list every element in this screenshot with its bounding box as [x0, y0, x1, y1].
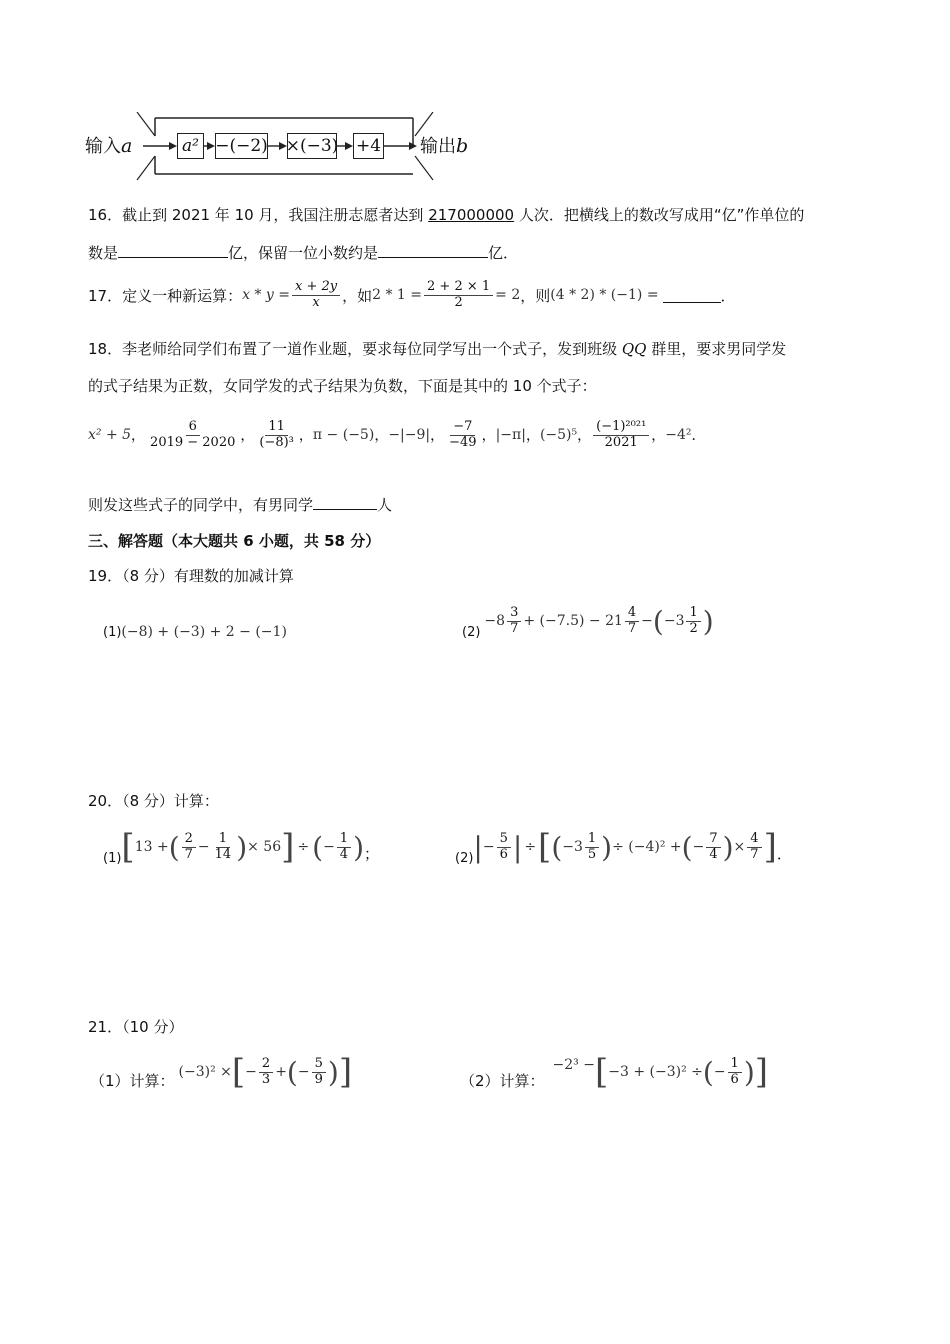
q17-ask: (4 * 2) * (−1) =	[550, 287, 659, 303]
q18-qq: QQ	[621, 340, 647, 358]
q17-ex-lhs: 2 * 1 =	[372, 287, 423, 303]
q18-expr-6: $\frac{-7}{-49}$	[449, 418, 477, 450]
q18-expr-8: (−5)⁵	[539, 427, 578, 443]
q16-text-a: 16．截止到 2021 年 10 月，我国注册志愿者达到	[88, 206, 429, 224]
q18-expr-10: −4²	[665, 427, 692, 443]
section-3-heading: 三、解答题（本大题共 6 小题，共 58 分）	[88, 532, 381, 550]
flowchart-box-square: a²	[177, 133, 204, 159]
q19-part-2: (2) −8 $\frac{3}{7}$ + (−7.5) − 21 $\frac{4}{7}$ − ( −3 $\frac{1}{2}$ )	[462, 604, 714, 640]
q19-title: 19．（8 分）有理数的加减计算	[88, 567, 294, 585]
q16-text-d: 亿，保留一位小数约是	[228, 244, 379, 262]
q19-part-1-label: (1)	[103, 624, 122, 640]
q20-part-2: (2) | − $\frac{5}{6}$ | ÷ [ ( −3 $\frac{1}{5}$ ) ÷ (−4)² + ( − $\frac{7}{4}$ ) × $\frac{4}{7}$ ] ．	[455, 827, 792, 867]
q18-answer-blank[interactable]	[313, 508, 377, 510]
flowchart-output-var: b	[456, 135, 469, 157]
q18-expr-7: |−π|	[495, 427, 526, 443]
q19-part-1-expr: (−8) + (−3) + 2 − (−1)	[121, 624, 287, 640]
q18-text-d: 则发这些式子的同学中，有男同学	[88, 496, 314, 514]
q17-def-lhs: x * y =	[242, 287, 290, 303]
q17-text-b: ，如	[342, 286, 373, 305]
flowchart	[85, 112, 485, 184]
q18-expr-1: x² + 5	[88, 427, 132, 443]
q21-title: 21．（10 分）	[88, 1018, 184, 1036]
q18-text-e: 人	[377, 496, 393, 514]
flowchart-input-label: 输入	[85, 136, 121, 157]
flowchart-box-plus: +4	[353, 133, 384, 159]
q20-part-1: (1) [ 13 + ( $\frac{2}{7}$ − $\frac{1}{14}$ ) × 56 ] ÷ ( − $\frac{1}{4}$ ) ；	[103, 827, 380, 867]
flowchart-box-times: ×(−3)	[287, 133, 337, 159]
flowchart-box-minus: −(−2)	[215, 133, 268, 159]
q16-text-e: 亿．	[488, 244, 519, 262]
q20-title: 20．（8 分）计算：	[88, 792, 219, 810]
q18-expr-5: −|−9|	[388, 427, 431, 443]
q17-answer-blank[interactable]	[663, 301, 721, 303]
q18-expr-4: π − (−5)	[312, 427, 375, 443]
q17-def-fraction: $\frac{x + 2y}{x}$	[292, 280, 340, 311]
q18-text-a: 18．李老师给同学们布置了一道作业题，要求每位同学写出一个式子，发到班级	[88, 340, 622, 358]
q16-answer-blank-1[interactable]	[118, 256, 228, 258]
q16-text-c: 数是	[88, 244, 119, 262]
q18-text-c: 的式子结果为正数，女同学发的式子结果为负数，下面是其中的 10 个式子：	[88, 377, 597, 395]
q18-expr-9: $\frac{\text{(−1)²⁰²¹}}{2021}$	[593, 420, 649, 451]
q19-part-2-label: (2)	[462, 625, 481, 640]
q17-ex-rhs: = 2	[495, 287, 521, 303]
question-17	[88, 272, 736, 318]
q18-expressions: x² + 5 ， $\frac{6}{2019 - 2020}$ ， $\frac{11}{\text{(−8)³}}$ ， π − (−5) ， −|−9| ， $\frac{-7}{-49}$ ， |−π| ， (−5)⁵ ， $\frac{\text{(−1)²⁰²¹}}{2021}$ ， −4² ．	[88, 418, 706, 450]
flowchart-output-label: 输出	[420, 136, 456, 157]
q18-expr-2: $\frac{6}{2019 - 2020}$	[150, 418, 236, 450]
q17-text-c: ，则	[520, 286, 551, 305]
q18-expr-3: $\frac{11}{\text{(−8)³}}$	[259, 418, 294, 450]
q21-part-1: （1）计算： (−3)² × [ − $\frac{2}{3}$ + ( − $\frac{5}{9}$ ) ]	[90, 1052, 353, 1092]
q17-end: ．	[720, 286, 736, 305]
q17-ex-fraction: $\frac{2 + 2 \times 1}{2}$	[424, 280, 493, 311]
q18-text-b: 群里，要求男同学发	[646, 340, 787, 358]
flowchart-input-var: a	[121, 135, 133, 157]
q21-part-2: （2）计算： −2³ − [ −3 + (−3)² ÷ ( − $\frac{1}{6}$ ) ]	[460, 1052, 769, 1092]
q16-number: 217000000	[428, 206, 515, 224]
q16-answer-blank-2[interactable]	[378, 256, 488, 258]
q17-text-a: 17．定义一种新运算：	[88, 286, 243, 305]
q16-text-b: 人次．把横线上的数改写成用“亿”作单位的	[514, 206, 805, 224]
